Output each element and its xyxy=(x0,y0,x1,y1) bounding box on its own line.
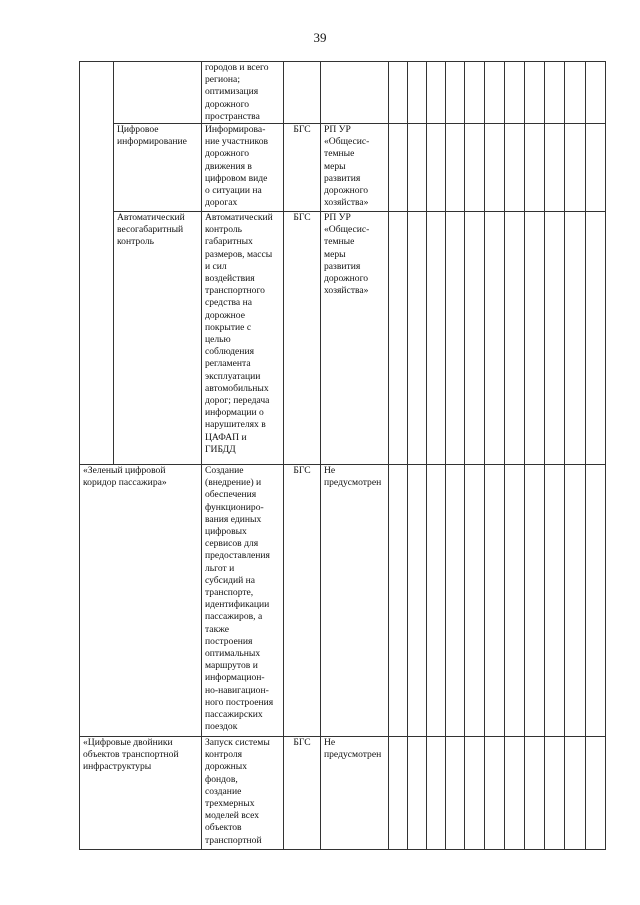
description-line: Информирова- xyxy=(205,124,266,136)
description-line: оптимальных xyxy=(205,648,261,660)
description-line: региона; xyxy=(205,74,240,86)
responsible-cell: БГС xyxy=(284,212,321,465)
measure-name xyxy=(80,465,201,489)
empty-cell xyxy=(505,124,525,212)
empty-cell xyxy=(389,737,408,850)
description-line: предоставления xyxy=(205,550,270,562)
description-line: также xyxy=(205,623,229,635)
description-line: ного построения xyxy=(205,696,274,708)
empty-cell xyxy=(485,62,505,124)
description-line: трехмерных xyxy=(205,798,255,810)
table-row xyxy=(80,124,606,212)
source-line: Не xyxy=(324,465,336,477)
responsible-cell: БГС xyxy=(284,737,321,850)
empty-cell xyxy=(446,465,465,737)
description-line: транспортной xyxy=(205,834,262,846)
description xyxy=(202,465,283,733)
description xyxy=(202,124,283,209)
measures-table xyxy=(79,61,606,850)
empty-cell xyxy=(408,465,427,737)
measure-name-line: Цифровое xyxy=(117,124,159,136)
empty-cell xyxy=(525,62,545,124)
description-line: воздействия xyxy=(205,273,255,285)
description-line: оптимизация xyxy=(205,86,259,98)
description-line: пассажирских xyxy=(205,709,263,721)
empty-cell xyxy=(586,737,606,850)
measure-name-line: объектов транспортной xyxy=(83,749,179,761)
description-line: объектов xyxy=(205,822,242,834)
empty-cell xyxy=(389,62,408,124)
empty-cell xyxy=(446,737,465,850)
source-line: дорожного xyxy=(324,273,369,285)
measure-name-cell xyxy=(114,212,202,465)
description-line: регламента xyxy=(205,358,251,370)
description-line: вания единых xyxy=(205,513,262,525)
empty-cell xyxy=(485,465,505,737)
empty-cell xyxy=(586,212,606,465)
source-line: развития xyxy=(324,172,361,184)
responsible-cell: БГС xyxy=(284,124,321,212)
description-line: обеспечения xyxy=(205,489,257,501)
source xyxy=(321,465,388,489)
empty-cell xyxy=(465,124,485,212)
description-cell xyxy=(202,212,284,465)
description-line: функциониро- xyxy=(205,501,264,513)
group-cell xyxy=(80,62,114,124)
description-line: дорожного xyxy=(205,148,250,160)
measure-name-cell xyxy=(80,465,202,737)
group-cell xyxy=(80,124,114,212)
description-line: моделей всех xyxy=(205,810,260,822)
table-row xyxy=(80,737,606,850)
description-line: создание xyxy=(205,785,242,797)
description-line: информации о xyxy=(205,407,264,419)
empty-cell xyxy=(427,737,446,850)
empty-cell xyxy=(565,62,586,124)
description-line: маршрутов и xyxy=(205,660,258,672)
description-line: ние участников xyxy=(205,136,269,148)
empty-cell xyxy=(446,62,465,124)
description-line: (внедрение) и xyxy=(205,477,262,489)
description-line: цифровом виде xyxy=(205,172,268,184)
description-line: дорожное xyxy=(205,309,245,321)
empty-cell xyxy=(525,737,545,850)
measure-name xyxy=(80,737,201,774)
empty-cell xyxy=(408,212,427,465)
measure-name-line: Автоматический xyxy=(117,212,185,224)
description-line: льгот и xyxy=(205,562,235,574)
description-line: транспортного xyxy=(205,285,265,297)
empty-cell xyxy=(427,212,446,465)
empty-cell xyxy=(485,212,505,465)
empty-cell xyxy=(565,124,586,212)
empty-cell xyxy=(389,212,408,465)
description-line: поездок xyxy=(205,721,238,733)
description-line: соблюдения xyxy=(205,346,254,358)
description-line: покрытие с xyxy=(205,321,252,333)
measure-name-line: коридор пассажира» xyxy=(83,477,167,489)
source-line: «Общесис- xyxy=(324,224,370,236)
measure-name-line: контроль xyxy=(117,236,155,248)
description-line: городов и всего xyxy=(205,62,269,73)
source-line: меры xyxy=(324,160,346,172)
empty-cell xyxy=(389,124,408,212)
description-cell xyxy=(202,465,284,737)
empty-cell xyxy=(505,737,525,850)
empty-cell xyxy=(545,465,565,737)
description-line: пассажиров, а xyxy=(205,611,263,623)
measure-name xyxy=(114,124,201,148)
description-line: движения в xyxy=(205,160,252,172)
description-line: информацион- xyxy=(205,672,265,684)
description-line: дорог; передача xyxy=(205,395,270,407)
description-line: дорожного xyxy=(205,98,250,110)
responsible-cell: БГС xyxy=(284,465,321,737)
empty-cell xyxy=(408,737,427,850)
measure-name xyxy=(114,212,201,249)
description-line: и сил xyxy=(205,260,227,272)
description-line: о ситуации на xyxy=(205,185,262,197)
description-line: нарушителях в xyxy=(205,419,266,431)
empty-cell xyxy=(465,737,485,850)
source-cell xyxy=(321,212,389,465)
description-line: ГИБДД xyxy=(205,443,236,455)
description-line: автомобильных xyxy=(205,382,269,394)
description-line: размеров, массы xyxy=(205,248,273,260)
table-row xyxy=(80,465,606,737)
empty-cell xyxy=(427,465,446,737)
description-cell xyxy=(202,124,284,212)
description-line: ЦАФАП и xyxy=(205,431,247,443)
description-cell xyxy=(202,737,284,850)
table-row xyxy=(80,212,606,465)
measure-name-line: «Цифровые двойники xyxy=(83,737,173,749)
measure-name-cell xyxy=(114,62,202,124)
description-cell xyxy=(202,62,284,124)
description-line: цифровых xyxy=(205,526,247,538)
empty-cell xyxy=(545,737,565,850)
empty-cell xyxy=(525,124,545,212)
source-line: РП УР xyxy=(324,212,351,224)
empty-cell xyxy=(465,465,485,737)
source-line: РП УР xyxy=(324,124,351,136)
empty-cell xyxy=(485,124,505,212)
source xyxy=(321,124,388,209)
empty-cell xyxy=(525,465,545,737)
description-line: дорожных xyxy=(205,761,248,773)
description-line: транспорте, xyxy=(205,587,254,599)
responsible-cell xyxy=(284,62,321,124)
source-line: темные xyxy=(324,148,355,160)
measure-name-cell xyxy=(80,737,202,850)
empty-cell xyxy=(545,62,565,124)
source-line: хозяйства» xyxy=(324,285,369,297)
source-cell xyxy=(321,465,389,737)
page-number: 39 xyxy=(313,30,327,45)
description-line: субсидий на xyxy=(205,574,256,586)
empty-cell xyxy=(408,62,427,124)
source xyxy=(321,212,388,297)
measure-name-line: весогабаритный xyxy=(117,224,184,236)
empty-cell xyxy=(465,62,485,124)
description-line: построения xyxy=(205,635,253,647)
source-line: дорожного xyxy=(324,185,369,197)
empty-cell xyxy=(389,465,408,737)
empty-cell xyxy=(586,124,606,212)
source-line: Не xyxy=(324,737,336,749)
description-line: пространства xyxy=(205,110,260,122)
empty-cell xyxy=(586,465,606,737)
description-line: Запуск системы xyxy=(205,737,270,749)
empty-cell xyxy=(586,62,606,124)
empty-cell xyxy=(465,212,485,465)
description-line: контроля xyxy=(205,749,243,761)
description xyxy=(202,62,283,123)
description-line: сервисов для xyxy=(205,538,259,550)
description-line: Создание xyxy=(205,465,244,477)
empty-cell xyxy=(446,124,465,212)
source xyxy=(321,737,388,761)
measure-name-line: «Зеленый цифровой xyxy=(83,465,166,477)
source-cell xyxy=(321,737,389,850)
description-line: дорогах xyxy=(205,197,238,209)
source-line: предусмотрен xyxy=(324,477,382,489)
description-line: целью xyxy=(205,334,231,346)
source-line: предусмотрен xyxy=(324,749,382,761)
measure-name-line: инфраструктуры xyxy=(83,761,152,773)
source-line: меры xyxy=(324,248,346,260)
empty-cell xyxy=(525,212,545,465)
empty-cell xyxy=(565,465,586,737)
description-line: Автоматический xyxy=(205,212,273,224)
empty-cell xyxy=(427,62,446,124)
description xyxy=(202,212,283,456)
description-line: контроль xyxy=(205,224,243,236)
empty-cell xyxy=(505,465,525,737)
source-line: «Общесис- xyxy=(324,136,370,148)
empty-cell xyxy=(485,737,505,850)
description-line: габаритных xyxy=(205,236,253,248)
measure-name-cell xyxy=(114,124,202,212)
table-row xyxy=(80,62,606,124)
description-line: эксплуатации xyxy=(205,370,261,382)
description-line: идентификации xyxy=(205,599,270,611)
description xyxy=(202,737,283,847)
empty-cell xyxy=(565,212,586,465)
source-line: хозяйства» xyxy=(324,197,369,209)
source-line: темные xyxy=(324,236,355,248)
source-line: развития xyxy=(324,260,361,272)
empty-cell xyxy=(545,212,565,465)
empty-cell xyxy=(505,62,525,124)
empty-cell xyxy=(427,124,446,212)
source-cell xyxy=(321,124,389,212)
description-line: средства на xyxy=(205,297,252,309)
source-cell xyxy=(321,62,389,124)
description-line: фондов, xyxy=(205,773,238,785)
empty-cell xyxy=(408,124,427,212)
empty-cell xyxy=(446,212,465,465)
empty-cell xyxy=(545,124,565,212)
description-line: но-навигацион- xyxy=(205,684,269,696)
empty-cell xyxy=(565,737,586,850)
group-cell xyxy=(80,212,114,465)
measure-name-line: информирование xyxy=(117,136,187,148)
empty-cell xyxy=(505,212,525,465)
